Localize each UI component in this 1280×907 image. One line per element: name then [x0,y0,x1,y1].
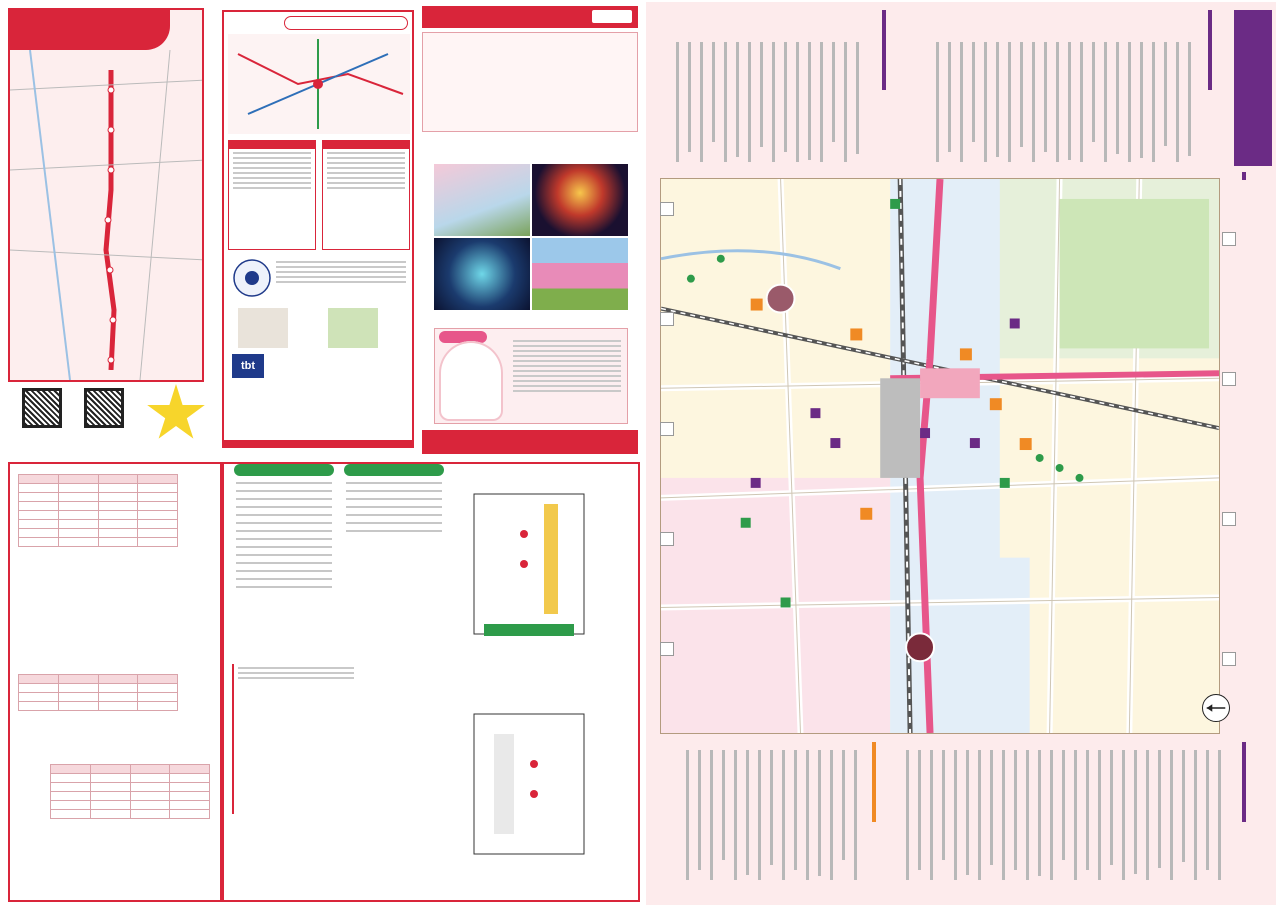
grid-row-d [660,312,674,326]
table-row [19,520,178,529]
summer-photo [532,164,628,236]
route-map-roads [10,50,204,380]
winter-photo [434,238,530,310]
highway-bus-title [229,141,315,149]
transportation-title [284,16,408,30]
south-exit-column [344,464,444,538]
table-row [19,493,178,502]
cover-panel [418,4,642,454]
grid-col-1 [1222,232,1236,246]
hotels-title [186,474,216,594]
north-arrow-icon [1202,694,1230,722]
qr-area [16,384,220,456]
access-star-badge [146,384,206,444]
transportation-panel [222,10,414,448]
grid-col-4 [1222,652,1236,666]
table-row [19,702,178,711]
grid-row-e [660,202,674,216]
hotel-table-business [50,764,210,819]
cover-top-bar [422,6,638,28]
north-exit-title [234,464,334,476]
table-row [51,801,210,810]
table-row [19,484,178,493]
kururin-mascot-box [434,328,628,424]
tbt-info-box [228,258,410,438]
store-list-top [646,2,1276,178]
city-flower-image [238,308,288,348]
autumn-photo [532,238,628,310]
grid-row-a [660,642,674,656]
north-exit-column [234,464,334,594]
table-row [51,783,210,792]
map-page [646,2,1276,905]
highway-bus-box [228,140,316,250]
taxi-company-list [232,664,358,814]
bus-stop-title [612,478,636,778]
hotel-table-japanese-style [18,674,178,711]
city-tree-image [328,308,378,348]
bus-terminal-diagram [454,474,604,894]
table-row [19,511,178,520]
grid-row-c [660,422,674,436]
grid-row-b [660,532,674,546]
table-row [51,810,210,819]
spring-photo [434,164,530,236]
table-row [19,693,178,702]
transit-time-title [323,141,409,149]
facility-list-bottom [646,740,1276,900]
route-map-panel [8,8,204,382]
grid-col-3 [1222,512,1236,526]
japanese-style-title [19,675,59,684]
grid-col-2 [1222,372,1236,386]
street-map [660,178,1220,734]
table-row [19,529,178,538]
hotels-panel [8,462,222,902]
tbt-logo: tbt [232,354,264,378]
table-row [51,774,210,783]
table-row [19,538,178,547]
business-hotels-title [51,765,91,774]
transit-time-box [322,140,410,250]
transportation-footer-bar [224,440,414,448]
cover-title-block [422,32,638,132]
route-map-header [10,10,170,50]
hotel-table-main [18,474,178,547]
season-photo-grid [434,164,628,310]
city-emblem-icon [232,258,272,298]
cover-url-bar[interactable] [422,430,638,454]
south-exit-title [344,464,444,476]
transportation-map [228,34,410,134]
table-row [51,792,210,801]
qr-code-tbt[interactable] [22,388,62,428]
table-row [19,502,178,511]
bus-stop-panel [222,462,640,902]
qr-code-city[interactable] [84,388,124,428]
language-tag[interactable] [592,10,632,23]
kururin-description [509,337,625,395]
table-row [19,684,178,693]
kururin-mascot-image [439,341,503,421]
